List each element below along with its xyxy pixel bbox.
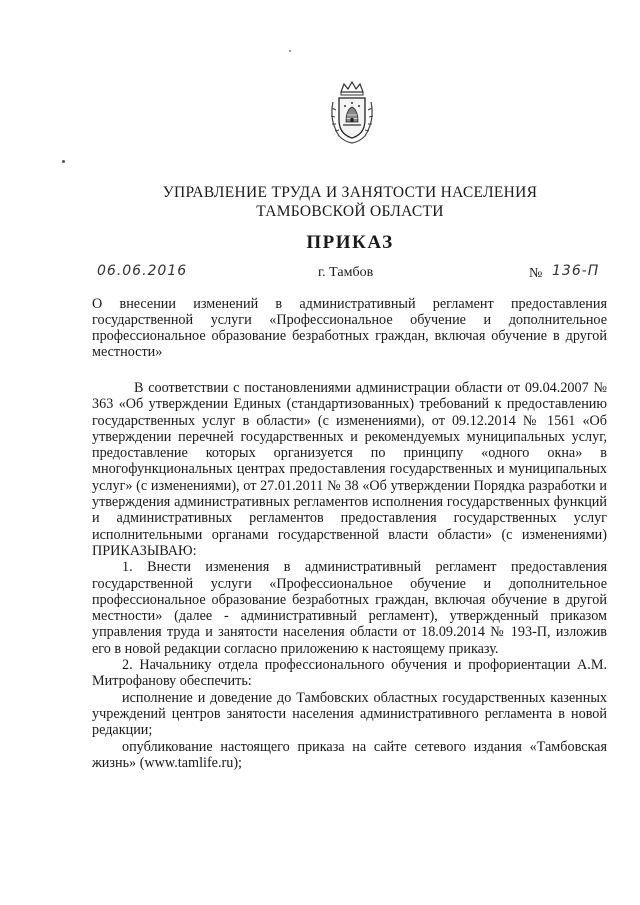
order-body <box>92 380 607 771</box>
preamble-paragraph: В соответствии с постановлениями администрации области от 09.04.2007 № 363 «Об утверждении Единых (стандартизованных) требований к предоставлению государственных услуг в области» (с изменениями), от 09.12.2014 № 1561 «Об утверждении перечней государственных и рекомендуемых муниципальных услуг, предоставление которых организуется по принципу «одного окна» в многофункциональных центрах предоставления государственных и муниципальных услуг» (с изменениями), от 27.01.2011 № 38 «Об утверждении Порядка разработки и утверждения административных регламентов исполнения государственных функций и административных регламентов предоставления государственных услуг исполнительными органами государственной власти области» (с изменениями) ПРИКАЗЫВАЮ: <box>92 380 607 559</box>
organization-name <box>150 183 550 221</box>
organization-line-2: ТАМБОВСКОЙ ОБЛАСТИ <box>256 203 444 220</box>
document-title: ПРИКАЗ <box>306 232 394 253</box>
handwritten-date: 06.06.2016 <box>97 263 188 279</box>
number-label: № <box>529 266 543 281</box>
order-subject: О внесении изменений в административный регламент предоставления государственной услуги «Профессиональное обучение и дополнительное профессиональное образование безработных граждан, включая обучение в другой местности» <box>92 296 607 360</box>
handwritten-order-number: 136-П <box>552 263 600 279</box>
item-2-paragraph: 2. Начальнику отдела профессионального обучения и профориентации А.М. Митрофанову обеспечить: <box>92 657 607 690</box>
city: г. Тамбов <box>318 265 374 280</box>
item-2-clause-a: исполнение и доведение до Тамбовских областных государственных казенных учреждений центров занятости населения административного регламента в новой редакции; <box>92 689 607 739</box>
tambov-coat-of-arms-icon <box>327 80 377 146</box>
item-2-clause-b: опубликование настоящего приказа на сайте сетевого издания «Тамбовская жизнь» (www.tamlife.ru); <box>92 738 607 771</box>
scan-speck <box>289 50 291 52</box>
item-1-paragraph: 1. Внести изменения в административный регламент предоставления государственной услуги «Профессиональное обучение и дополнительное профессиональное образование безработных граждан, включая обучение в другой местности» (далее - административный регламент), утвержденный приказом управления труда и занятости населения области от 18.09.2014 № 193-П, изложив его в новой редакции согласно приложению к настоящему приказу. <box>92 559 607 657</box>
organization-line-1: УПРАВЛЕНИЕ ТРУДА И ЗАНЯТОСТИ НАСЕЛЕНИЯ <box>162 184 538 201</box>
scan-speck <box>62 160 65 163</box>
